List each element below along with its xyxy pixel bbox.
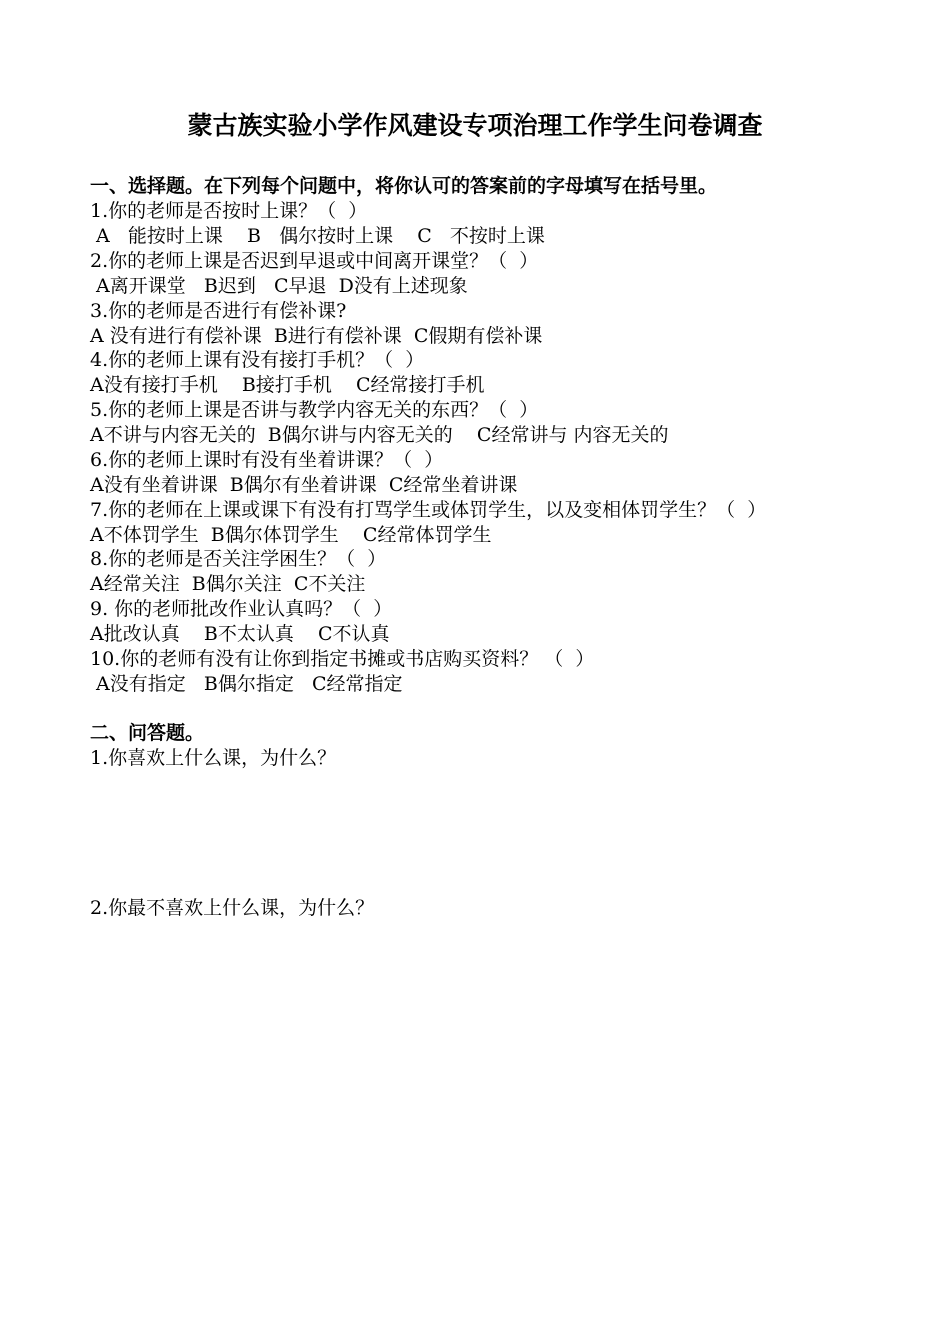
question-6-options: A没有坐着讲课 B偶尔有坐着讲课 C经常坐着讲课	[90, 474, 518, 496]
question-7-options: A不体罚学生 B偶尔体罚学生 C经常体罚学生	[90, 524, 492, 546]
question-7: 7.你的老师在上课或课下有没有打骂学生或体罚学生，以及变相体罚学生？（ ）	[90, 499, 767, 521]
question-2-options: A离开课堂 B迟到 C早退 D没有上述现象	[90, 275, 468, 297]
section-1-heading: 一、选择题。在下列每个问题中，将你认可的答案前的字母填写在括号里。	[90, 175, 718, 197]
question-4: 4.你的老师上课有没有接打手机？（ ）	[90, 349, 425, 371]
open-question-2: 2.你最不喜欢上什么课，为什么？	[90, 897, 375, 919]
question-8-options: A经常关注 B偶尔关注 C不关注	[90, 573, 366, 595]
question-4-options: A没有接打手机 B接打手机 C经常接打手机	[90, 374, 485, 396]
question-2: 2.你的老师上课是否迟到早退或中间离开课堂？（ ）	[90, 250, 539, 272]
section-2-heading: 二、问答题。	[90, 722, 205, 744]
question-9-options: A批改认真 B不太认真 C不认真	[90, 623, 390, 645]
question-8: 8.你的老师是否关注学困生？（ ）	[90, 548, 387, 570]
question-3: 3.你的老师是否进行有偿补课?	[90, 300, 347, 322]
question-1-options: A 能按时上课 B 偶尔按时上课 C 不按时上课	[90, 225, 545, 247]
question-10-options: A没有指定 B偶尔指定 C经常指定	[90, 673, 403, 695]
question-6: 6.你的老师上课时有没有坐着讲课？（ ）	[90, 449, 444, 471]
question-3-options: A 没有进行有偿补课 B进行有偿补课 C假期有偿补课	[90, 325, 543, 347]
open-question-1: 1.你喜欢上什么课，为什么？	[90, 747, 337, 769]
question-10: 10.你的老师有没有让你到指定书摊或书店购买资料？ （ ）	[90, 648, 595, 670]
page-title: 蒙古族实验小学作风建设专项治理工作学生问卷调查	[187, 111, 763, 140]
question-9: 9. 你的老师批改作业认真吗？（ ）	[90, 598, 393, 620]
question-5: 5.你的老师上课是否讲与教学内容无关的东西？（ ）	[90, 399, 539, 421]
question-1: 1.你的老师是否按时上课？（ ）	[90, 200, 368, 222]
question-5-options: A不讲与内容无关的 B偶尔讲与内容无关的 C经常讲与 内容无关的	[90, 424, 669, 446]
